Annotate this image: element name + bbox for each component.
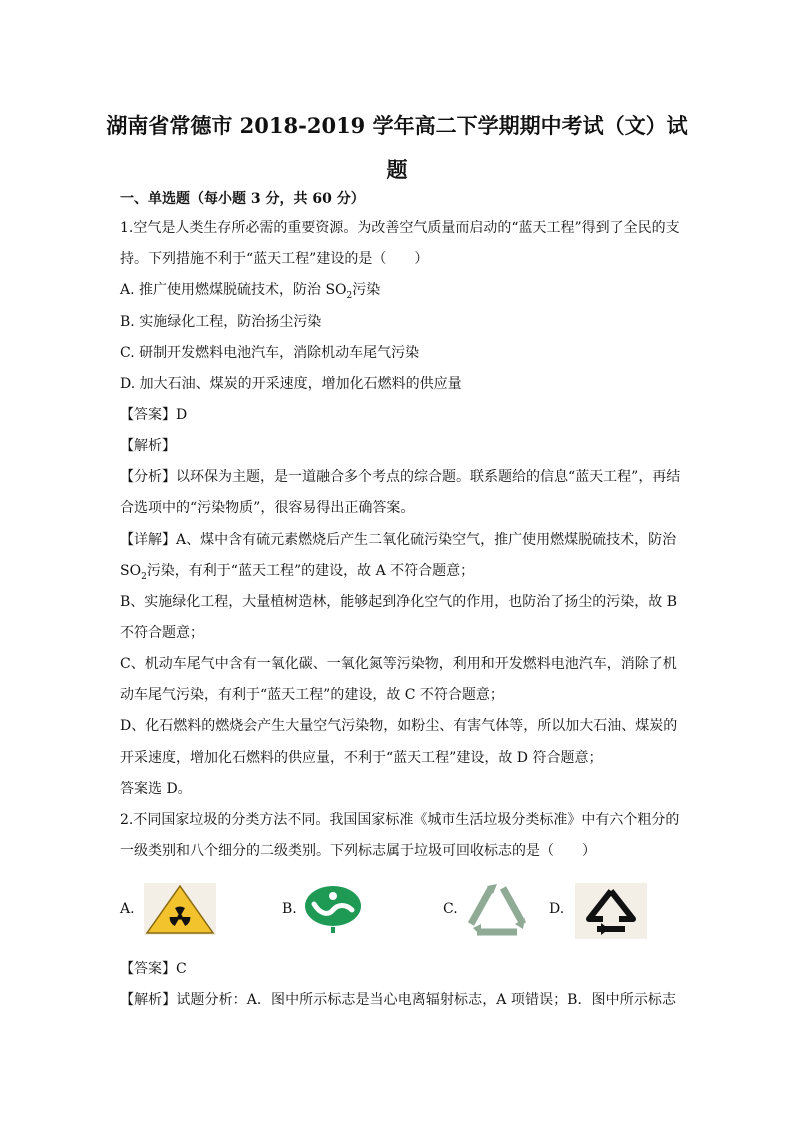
q1-option-a-suffix: 污染 xyxy=(352,282,381,298)
section-heading: 一、单选题（每小题 3 分，共 60 分） xyxy=(120,191,365,207)
radiation-warning-icon xyxy=(144,883,216,939)
q1-fenxi-tag: 【分析】 xyxy=(120,469,176,485)
q1-detail-line-5: C、机动车尾气中含有一氧化碳、一氧化氮等污染物，利用和开发燃料电池汽车，消除了机 xyxy=(120,656,677,672)
q1-detail-text-2: 污染，有利于“蓝天工程”的建设，故 A 不符合题意； xyxy=(146,563,475,579)
q1-option-a xyxy=(120,279,676,301)
recycling-triangle-icon xyxy=(463,882,531,942)
q1-fenxi-line-2: 合选项中的“污染物质”，很容易得出正确答案。 xyxy=(120,500,415,516)
q1-detail-tag: 【详解】 xyxy=(120,532,176,548)
q1-fenxi-text-1: 以环保为主题，是一道融合多个考点的综合题。联系题给的信息“蓝天工程”，再结 xyxy=(176,469,681,485)
q1-fenxi-line-1 xyxy=(120,466,681,486)
q1-detail-subscript: 2 xyxy=(141,571,147,582)
q1-detail-line-7: D、化石燃料的燃烧会产生大量空气污染物，如粉尘、有害气体等，所以加大石油、煤炭的 xyxy=(120,718,678,734)
q1-detail-line-8: 开采速度，增加化石燃料的供应量，不利于“蓝天工程”建设，故 D 符合题意； xyxy=(120,750,603,766)
green-circle-sign-icon xyxy=(302,884,364,938)
q1-detail-line-4: 不符合题意； xyxy=(120,625,204,641)
q1-option-c: C. 研制开发燃料电池汽车，消除机动车尾气污染 xyxy=(120,345,420,361)
q2-option-d-label: D. xyxy=(549,901,565,917)
q2-answer: 【答案】C xyxy=(120,961,187,977)
q2-option-c-label: C. xyxy=(443,901,458,917)
q1-detail-line-9: 答案选 D。 xyxy=(120,781,192,797)
q2-option-a-label: A. xyxy=(120,901,135,917)
black-triangle-sign-icon xyxy=(575,883,647,943)
q2-stem-line-2: 一级类别和八个细分的二级类别。下列标志属于垃圾可回收标志的是（ ） xyxy=(120,843,596,859)
q1-detail-so-text: SO xyxy=(120,563,142,579)
q2-analysis-line xyxy=(120,989,676,1009)
q1-analysis-heading: 【解析】 xyxy=(120,438,176,454)
q1-detail-line-6: 动车尾气污染，有利于“蓝天工程”的建设，故 C 不符合题意； xyxy=(120,687,504,703)
q2-analysis-text: 试题分析：A．图中所示标志是当心电离辐射标志，A 项错误；B．图中所示标志 xyxy=(176,992,676,1008)
q1-option-a-subscript: 2 xyxy=(346,290,353,301)
q2-option-b-label: B. xyxy=(282,901,297,917)
q1-option-a-text: A. 推广使用燃煤脱硫技术，防治 SO xyxy=(120,282,347,298)
q1-option-d: D. 加大石油、煤炭的开采速度，增加化石燃料的供应量 xyxy=(120,376,462,392)
q1-option-b: B. 实施绿化工程，防治扬尘污染 xyxy=(120,314,322,330)
q1-detail-line-3: B、实施绿化工程，大量植树造林，能够起到净化空气的作用，也防治了扬尘的污染，故 B xyxy=(120,594,678,610)
q1-detail-line-2 xyxy=(120,560,676,582)
q1-stem-line-2: 持。下列措施不利于“蓝天工程”建设的是（ ） xyxy=(120,251,429,267)
q1-stem-line-1: 1.空气是人类生存所必需的重要资源。为改善空气质量而启动的“蓝天工程”得到了全民的支 xyxy=(120,220,680,236)
q2-stem-line-1: 2.不同国家垃圾的分类方法不同。我国国家标准《城市生活垃圾分类标准》中有六个粗分的 xyxy=(120,812,680,828)
q1-detail-line-1 xyxy=(120,529,676,549)
q1-answer: 【答案】D xyxy=(120,407,188,423)
q1-detail-text-1: A、煤中含有硫元素燃烧后产生二氧化硫污染空气，推广使用燃煤脱硫技术，防治 xyxy=(176,532,677,548)
q2-analysis-tag: 【解析】 xyxy=(120,992,177,1008)
document-title: 湖南省常德市 2018-2019 学年高二下学期期中考试（文）试题 xyxy=(106,113,688,182)
